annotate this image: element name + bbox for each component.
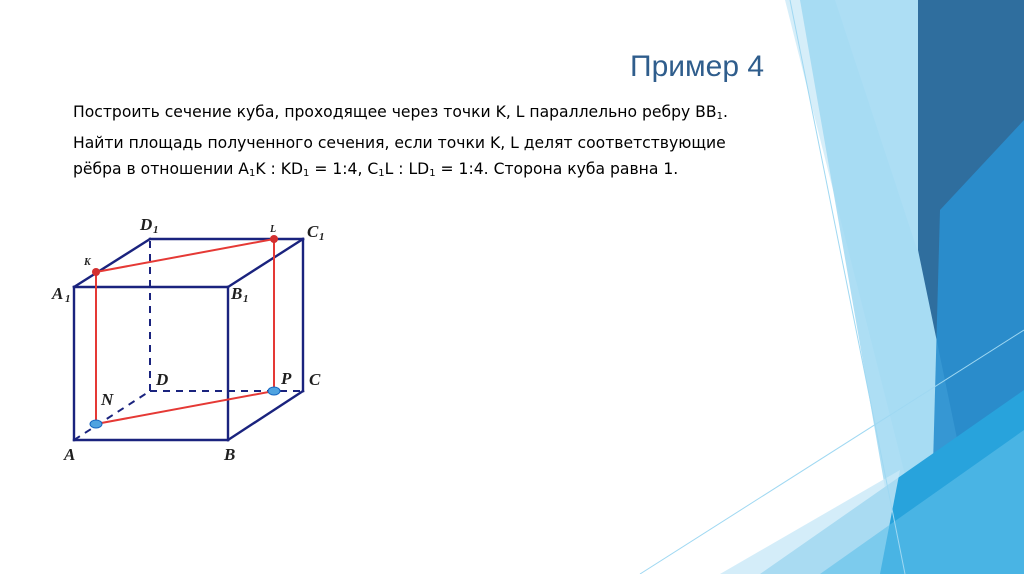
label-P: P xyxy=(281,369,292,388)
label-B1: B xyxy=(231,284,243,303)
label-C1: C xyxy=(307,222,319,241)
problem-line-3-sub4: 1 xyxy=(429,168,436,179)
label-N: N xyxy=(101,390,114,409)
label-A1-sub: 1 xyxy=(65,293,71,305)
problem-line-2-text: Найти площадь полученного сечения, если точки K, L делят соответствующие xyxy=(73,134,726,152)
problem-line-3-part2: K : KD xyxy=(255,160,303,178)
label-C1-sub: 1 xyxy=(319,231,325,243)
problem-line-1-tail: . xyxy=(722,103,728,121)
label-C: C xyxy=(309,370,321,389)
problem-line-1-sub: 1 xyxy=(716,111,723,122)
label-A: A xyxy=(64,445,76,464)
point-L xyxy=(270,235,278,243)
problem-line-3-sub2: 1 xyxy=(303,168,310,179)
label-B1-sub: 1 xyxy=(243,293,249,305)
label-K: K xyxy=(84,257,91,268)
slide-title: Пример 4 xyxy=(630,50,765,83)
point-K xyxy=(92,268,100,276)
problem-line-3-part4: L : LD xyxy=(384,160,430,178)
point-P xyxy=(268,387,280,395)
problem-line-3-sub1: 1 xyxy=(248,168,256,179)
label-D1-sub: 1 xyxy=(153,224,159,236)
problem-line-3-part5: = 1:4. Сторона куба равна 1. xyxy=(435,160,679,178)
label-B: B xyxy=(224,445,236,464)
problem-line-3-part3: = 1:4, C xyxy=(309,160,379,178)
point-N xyxy=(90,420,102,428)
problem-line-1-text: Построить сечение куба, проходящее через точки K, L параллельно ребру BB xyxy=(73,103,717,121)
label-A1: A xyxy=(52,284,64,303)
label-D: D xyxy=(156,370,169,389)
problem-line-3-sub3: 1 xyxy=(378,168,385,179)
problem-line-3-part1: рёбра в отношении A xyxy=(73,160,249,178)
label-D1: D xyxy=(140,215,153,234)
label-L: L xyxy=(270,224,277,235)
